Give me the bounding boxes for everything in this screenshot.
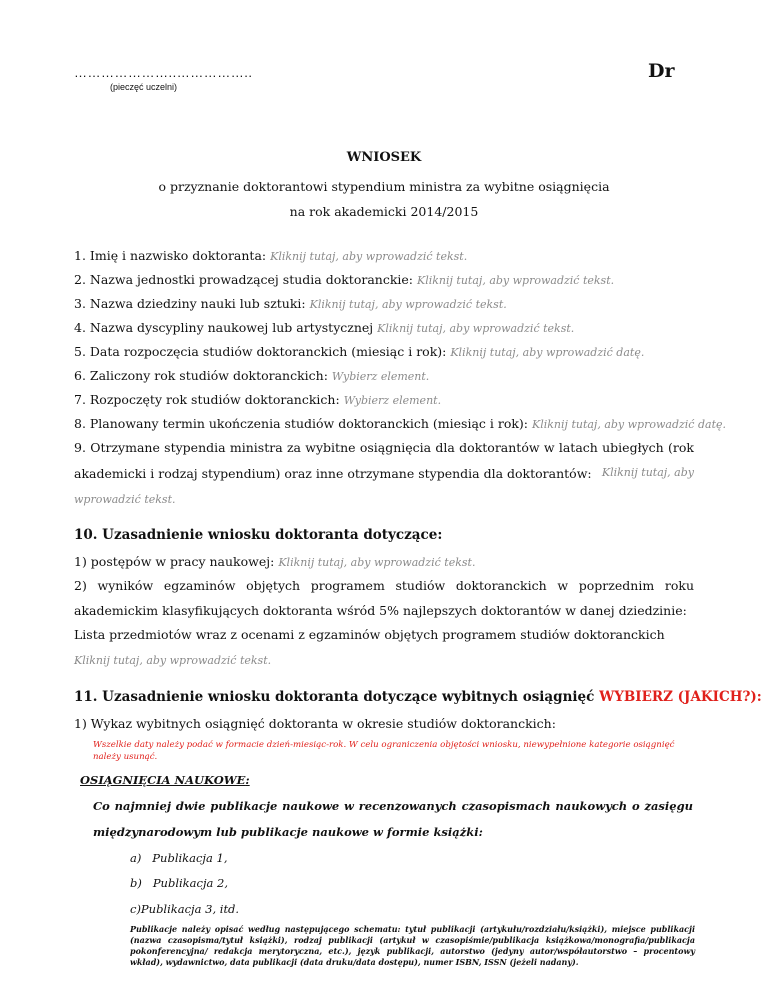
- scholarships-input-placeholder[interactable]: Kliknij tutaj, aby: [601, 466, 694, 479]
- section-11-select-prompt[interactable]: WYBIERZ (JAKICH?):: [599, 689, 762, 705]
- completed-year-dropdown[interactable]: Wybierz element.: [331, 370, 430, 383]
- field-label: 4. Nazwa dyscypliny naukowej lub artystycznej: [74, 320, 374, 335]
- field-scholarships-line3: [74, 491, 175, 506]
- section-10-item-2-input: [74, 652, 271, 667]
- stamp-label: (pieczęć uczelni): [110, 82, 178, 92]
- document-title: WNIOSEK: [346, 150, 422, 165]
- field-end-date: [74, 416, 726, 431]
- field-started-year: [74, 392, 441, 407]
- started-year-dropdown[interactable]: Wybierz element.: [343, 394, 442, 407]
- dr-marker: Dr: [648, 60, 675, 82]
- stamp-dotted-line: …………………..……………..: [74, 65, 253, 80]
- section-10-heading: 10. Uzasadnienie wniosku doktoranta dotyczące:: [74, 527, 443, 543]
- field-label: akademicki i rodzaj stypendium) oraz inne otrzymane stypendia dla doktorantów:: [74, 466, 592, 481]
- end-date-picker-placeholder[interactable]: Kliknij tutaj, aby wprowadzić datę.: [532, 418, 726, 431]
- field-label: 7. Rozpoczęty rok studiów doktoranckich:: [74, 392, 340, 407]
- section-11-item-1: 1) Wykaz wybitnych osiągnięć doktoranta w okresie studiów doktoranckich:: [74, 716, 556, 731]
- domain-input-placeholder[interactable]: Kliknij tutaj, aby wprowadzić tekst.: [309, 298, 507, 311]
- field-completed-year: [74, 368, 429, 383]
- field-name: [74, 248, 467, 263]
- field-unit: [74, 272, 614, 287]
- document-subtitle: o przyznanie doktorantowi stypendium ministra za wybitne osiągnięcia: [158, 179, 610, 194]
- name-input-placeholder[interactable]: Kliknij tutaj, aby wprowadzić tekst.: [270, 250, 468, 263]
- field-label: 1. Imię i nazwisko doktoranta:: [74, 248, 267, 263]
- publication-item-b: b) Publikacja 2,: [130, 876, 228, 890]
- field-scholarships-line1: 9. Otrzymane stypendia ministra za wybitne osiągnięcia dla doktorantów w latach ubiegłych (rok: [74, 440, 694, 455]
- publication-format-note: Publikacje należy opisać według następującego schematu: tytuł publikacji (artykułu/rozdziału/książki), miejsce publikacji (nazwa czasopisma/tytuł książki), rodzaj publikacji (artykuł w czasopiśmie/publikacja książkowa/monografia/publikacja pokonferencyjna/ redakcja merytoryczna, etc.), język publikacji, autorstwo (jedyny autor/współautorstwo – procentowy wkład), wydawnictwo, data publikacji (data druku/data dostępu), numer ISBN, ISSN (jeżeli nadany).: [130, 924, 695, 967]
- section-11-heading-text: 11. Uzasadnienie wniosku doktoranta dotyczące wybitnych osiągnięć: [74, 689, 595, 705]
- academic-year: na rok akademicki 2014/2015: [289, 204, 479, 219]
- progress-input-placeholder[interactable]: Kliknij tutaj, aby wprowadzić tekst.: [278, 556, 476, 569]
- item-label: 1) postępów w pracy naukowej:: [74, 554, 275, 569]
- discipline-input-placeholder[interactable]: Kliknij tutaj, aby wprowadzić tekst.: [377, 322, 575, 335]
- field-label: 3. Nazwa dziedziny nauki lub sztuki:: [74, 296, 306, 311]
- publication-item-c: c)Publikacja 3, itd.: [130, 902, 240, 916]
- exams-input-placeholder[interactable]: Kliknij tutaj, aby wprowadzić tekst.: [74, 654, 272, 667]
- field-domain: [74, 296, 507, 311]
- section-10-item-1: [74, 554, 475, 569]
- field-label: 2. Nazwa jednostki prowadzącej studia doktoranckie:: [74, 272, 414, 287]
- publications-requirement-line2: międzynarodowym lub publikacje naukowe w formie książki:: [93, 825, 483, 839]
- section-11-heading: [74, 689, 762, 705]
- field-discipline: [74, 320, 574, 335]
- field-start-date: [74, 344, 644, 359]
- unit-input-placeholder[interactable]: Kliknij tutaj, aby wprowadzić tekst.: [417, 274, 615, 287]
- section-10-item-2-line1: 2) wyników egzaminów objętych programem studiów doktoranckich w poprzednim roku: [74, 578, 694, 593]
- field-label: 5. Data rozpoczęcia studiów doktoranckich (miesiąc i rok):: [74, 344, 447, 359]
- scholarships-input-placeholder-cont[interactable]: wprowadzić tekst.: [74, 493, 176, 506]
- publications-requirement-line1: Co najmniej dwie publikacje naukowe w recenzowanych czasopismach naukowych o zasięgu: [93, 799, 693, 813]
- red-instruction-note: Wszelkie daty należy podać w formacie dzień-miesiąc-rok. W celu ograniczenia objętości wniosku, niewypełnione kategorie osiągnięć należy usunąć.: [93, 740, 675, 762]
- start-date-picker-placeholder[interactable]: Kliknij tutaj, aby wprowadzić datę.: [450, 346, 645, 359]
- field-label: 8. Planowany termin ukończenia studiów doktoranckich (miesiąc i rok):: [74, 416, 529, 431]
- publication-item-a: a) Publikacja 1,: [130, 851, 228, 865]
- field-label: 6. Zaliczony rok studiów doktoranckich:: [74, 368, 328, 383]
- field-scholarships-line2: [74, 466, 694, 481]
- osiagniecia-colon: :: [245, 773, 250, 787]
- section-10-item-2-line3: Lista przedmiotów wraz z ocenami z egzaminów objętych programem studiów doktoranckich: [74, 627, 665, 642]
- osiagniecia-label: OSIĄGNIĘCIA NAUKOWE: [80, 773, 246, 787]
- section-10-item-2-line2: akademickim klasyfikujących doktoranta wśród 5% najlepszych doktorantów w danej dziedzinie:: [74, 603, 687, 618]
- scientific-achievements-heading: [80, 773, 250, 787]
